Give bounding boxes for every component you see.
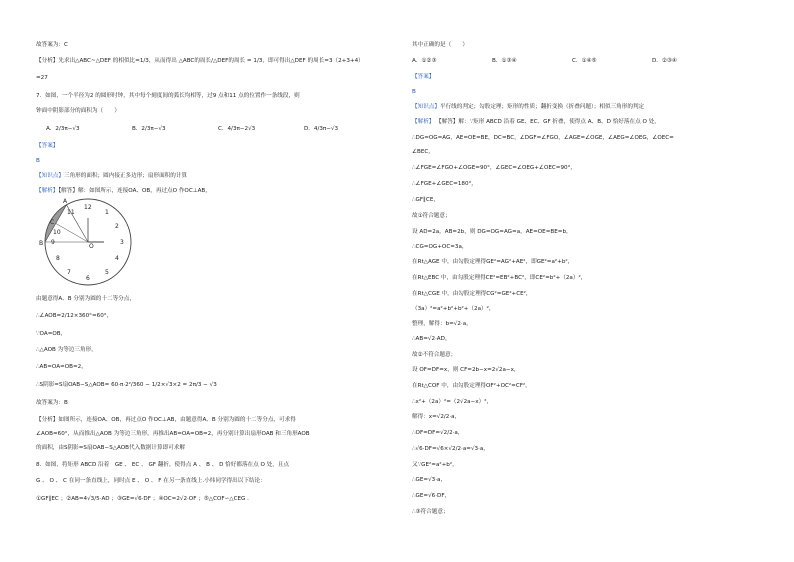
q8-solution-line: ∴DG=OG=AG，AE=OE=BE，DC=BC，∠DGF=∠FGO，∠AGE=∠OGE，∠AEG=∠OEG，∠OEC=: [412, 135, 674, 141]
answer-tag: 【答案】: [36, 143, 59, 149]
solution-tag: 【解析】: [412, 119, 435, 125]
num-11: 11: [67, 209, 75, 216]
q8-solution-line: 【解答】解：∵矩形 ABCD 沿着 GE、EC、GF 折叠，使得点 A、B、D 恰好落在点 O 处，: [436, 119, 660, 125]
q8-option-d: D．②③④: [652, 58, 677, 64]
q8-solution-line: ∴GF∥CE，: [412, 197, 439, 203]
label-a: A: [63, 198, 68, 205]
num-1: 1: [105, 209, 109, 216]
q8-solution-line: ∠BEC，: [412, 149, 434, 155]
q7-analysis-line3: 的面积，由S阴影=S扇OAB−S△AOB代入数据计算即可求解: [36, 445, 185, 451]
q8-solution-line: ∴GE=√6·DF，: [412, 493, 451, 499]
label-b: B: [39, 240, 44, 247]
q8-solution-line: ∴∠FGE=∠FGO+∠OGE=90°，∠GEC=∠OEG+∠OEC=90°，: [412, 165, 576, 171]
num-7: 7: [67, 269, 71, 276]
q8-solution-line: 故②不符合题意；: [412, 352, 457, 358]
q8-option-a: A．①②③: [412, 58, 437, 64]
q8-solution-line: ∴AB=√2·AD，: [412, 336, 451, 342]
analysis-previous: 【分析】先求出△ABC~△DEF 的相似比=1/3，从而得出 △ABC的周长/△DEF的周长 = 1/3，即可得出△DEF 的周长=3（2+3+4）: [36, 58, 364, 64]
q8-solution-line: （3a）²=a²+b²+b²+（2a）²，: [412, 306, 495, 312]
num-6: 6: [86, 275, 90, 282]
q8-solution-line: ∴CG=OG+OC=3a，: [412, 244, 468, 250]
knowledge-tag: 【知识点】: [412, 104, 440, 110]
q8-stem-line2: G 、 O 、 C 在同一条直线上，同时点 E 、 O 、 F 在另一条直线上.小炜同学得出以下结论：: [36, 478, 266, 484]
q8-solution-line: ∴GE=√3·a，: [412, 477, 447, 483]
q7-option-d: D．4/3π−√3: [304, 126, 339, 132]
answer-line: 故答案为：C: [36, 42, 68, 48]
q7-option-b: B．2/3π−√3: [132, 126, 166, 132]
q8-solution-line: 在Rt△EBC 中，由勾股定理得CE²=EB²+BC²，即CE²=b²+（2a）²，: [412, 275, 587, 281]
q8-solution-line: 整理，解得：b=√2·a，: [412, 321, 472, 327]
q8-option-c: C．①④⑤: [572, 58, 597, 64]
q8-solution-line: ∴∠FGE+∠GEC=180°，: [412, 181, 477, 187]
q7-answer: B: [36, 158, 40, 164]
q8-solution-line: ∴x²+（2a）²=（2√2a−x）²，: [412, 399, 493, 405]
q7-solution-line2: 由题意得A、B 分别为圆的十二等分点，: [36, 296, 135, 302]
knowledge-tag: 【知识点】: [36, 173, 64, 179]
q8-knowledge: 平行线的判定；勾股定理；矩形的性质；翻折变换（折叠问题）；相似三角形的判定: [439, 104, 645, 110]
num-2: 2: [115, 223, 119, 230]
q7-option-c: C．4/3π−2√3: [218, 126, 256, 132]
q8-solution-line: 设 OF=DF=x，则 CF=2b−x=2√2a−x，: [412, 367, 520, 373]
q7-option-a: A．2/3π−√3: [46, 126, 80, 132]
num-3: 3: [120, 239, 124, 246]
q8-solution-line: 在Rt△COF 中，由勾股定理得OF²+OC²=CF²，: [412, 383, 531, 389]
q8-solution-line: ∴√6·DF=√6×√2/2·a=√3·a，: [412, 446, 489, 452]
q8-stem-line3: ①GF∥EC ；②AB=4√3/5·AD ；③GE=√6·DF ；④OC=2√2·OF ；⑤△COF∽△CEG ．: [36, 496, 253, 502]
q7-stem-line1: 7．如图，一个半径为2 的圆形时钟，其中每个刻度间的弧长均相等，过9 点和11 点的位置作一条线段，则: [36, 93, 300, 99]
q7-solution-line1: 【解答】解：如图所示，连接OA、OB，再过点O 作OC⊥AB，: [58, 188, 211, 194]
q7-solution-line3: ∴∠AOB=2/12×360°=60°，: [36, 313, 113, 319]
q7-final-answer: 故答案为：B: [36, 400, 68, 406]
solution-tag: 【解析】: [36, 188, 59, 194]
q7-solution-line5: ∴△AOB 为等边三角形，: [36, 347, 97, 353]
q7-solution-row: [36, 188, 211, 195]
q8-solution-line: ∴③符合题意；: [412, 509, 449, 515]
q8-solution-line: 在Rt△CGE 中，由勾股定理得CG²=GE²+CE²，: [412, 291, 532, 297]
q8-question-cont: 其中正确的是（ ）: [412, 42, 468, 48]
q8-solution-line: 故①符合题意；: [412, 213, 451, 219]
q8-option-b: B．①③④: [492, 58, 517, 64]
num-8: 8: [56, 255, 60, 262]
q8-solution-row: [412, 119, 434, 126]
analysis-previous-cont: =27: [36, 75, 48, 81]
q8-solution-line: ∴OF=DF=√2/2·a，: [412, 430, 464, 436]
q8-kp-row: [412, 104, 644, 111]
num-5: 5: [105, 269, 109, 276]
q7-stem-line2: 钟面中阴影部分的面积为（ ）: [36, 108, 120, 114]
label-c: C: [50, 219, 55, 226]
q7-solution-line4: ∵OA=OB，: [36, 331, 67, 337]
q7-kp-row: [36, 173, 187, 180]
q7-answer-row: [36, 143, 58, 150]
q8-answer: B: [412, 89, 416, 95]
q7-analysis-line2: ∠AOB=60°，从而推出△AOB 为等边三角形，再推出AB=OA=OB=2，再分别计算出扇形OAB 和三角形AOB: [36, 431, 310, 437]
answer-tag: 【答案】: [412, 74, 435, 80]
q7-solution-line6: ∴AB=OA=OB=2，: [36, 364, 87, 370]
label-o: O: [89, 243, 94, 250]
num-10: 10: [53, 229, 61, 236]
num-9: 9: [51, 239, 55, 246]
clock-figure: [36, 196, 140, 290]
shaded-segment: [45, 205, 67, 242]
q7-analysis-line1: 【分析】如图所示，连接OA、OB，再过点O 作OC⊥AB，由题意得A、B 分别为圆的十二等分点，可求得: [36, 417, 296, 423]
q8-solution-line: 在Rt△AGE 中，由勾股定理得GE²=AG²+AE²，即GE²=a²+b²，: [412, 259, 574, 265]
q8-solution-line: 又∵GE²=a²+b²，: [412, 462, 458, 468]
q8-solution-line: 设 AD=2a，AB=2b，则 DG=OG=AG=a，AE=OE=BE=b，: [412, 229, 572, 235]
q8-stem-line1: 8．如图，将矩形 ABCD 沿着 GE 、 EC 、 GF 翻折，使得点 A 、 B 、 D 恰好都落在点 O 处，且点: [36, 462, 290, 468]
q8-answer-row: [412, 74, 434, 81]
q7-knowledge: 三角形的面积；圆内接正多边形；扇形面积的计算: [63, 173, 188, 179]
num-4: 4: [115, 255, 119, 262]
num-12: 12: [84, 204, 92, 211]
q8-solution-line: 解得：x=√2/2·a，: [412, 414, 461, 420]
q7-solution-line7: ∴S阴影=S扇OAB−S△AOB= 60·π·2²/360 − 1/2×√3×2 = 2π/3 − √3: [36, 382, 217, 388]
